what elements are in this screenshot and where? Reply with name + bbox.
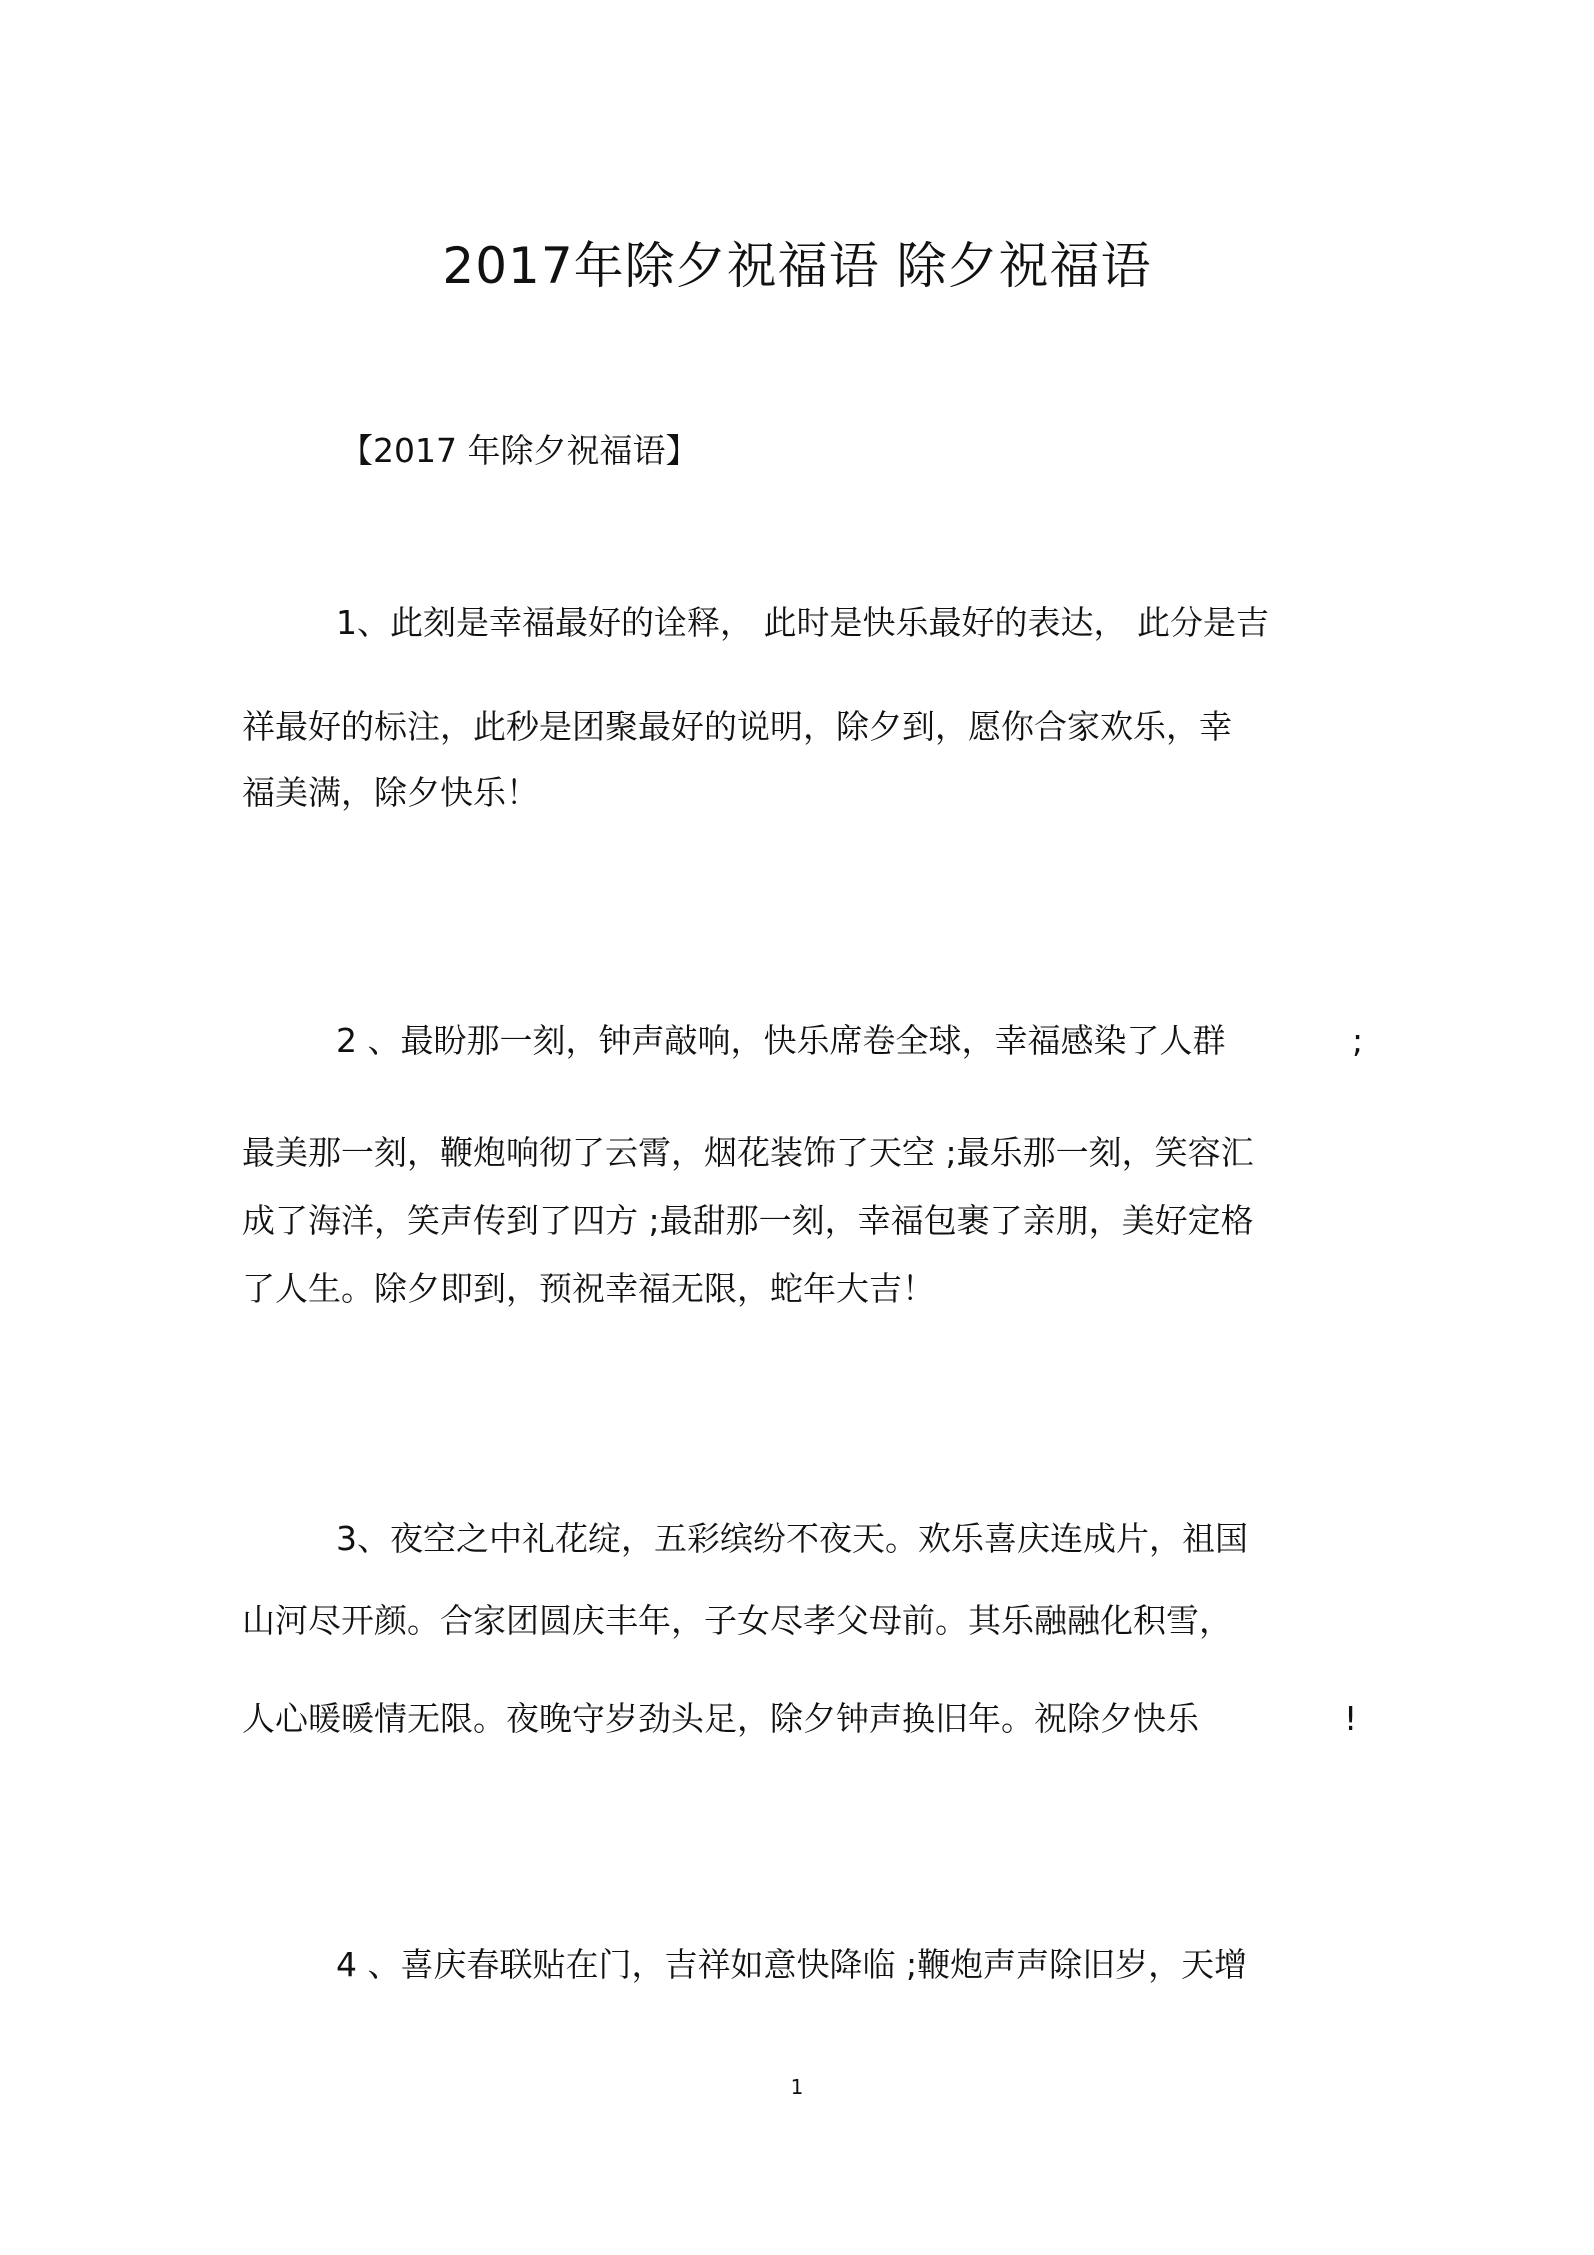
paragraph-2-line-3: 成了海洋，笑声传到了四方 ;最甜那一刻，幸福包裹了亲朋，美好定格 [242, 1201, 1254, 1240]
paragraph-4-line-1: 4 、喜庆春联贴在门，吉祥如意快降临 ;鞭炮声声除旧岁，天增 [336, 1945, 1248, 1984]
paragraph-3-line-2: 山河尽开颜。合家团圆庆丰年，子女尽孝父母前。其乐融融化积雪， [242, 1601, 1232, 1640]
section-heading: 【2017 年除夕祝福语】 [340, 431, 699, 470]
paragraph-2-line-1: 2 、最盼那一刻，钟声敲响，快乐席卷全球，幸福感染了人群 [336, 1021, 1226, 1060]
page-number: 1 [790, 2075, 804, 2099]
paragraph-3-line-3: 人心暖暖情无限。夜晚守岁劲头足，除夕钟声换旧年。祝除夕快乐 [242, 1699, 1199, 1738]
paragraph-1-line-1: 1、此刻是幸福最好的诠释， 此时是快乐最好的表达， 此分是吉 [336, 603, 1269, 642]
document-title: 2017年除夕祝福语 除夕祝福语 [442, 237, 1152, 295]
paragraph-3-trailing-punctuation: ! [1344, 1699, 1358, 1738]
paragraph-3-line-1: 3、夜空之中礼花绽，五彩缤纷不夜天。欢乐喜庆连成片，祖国 [336, 1519, 1248, 1558]
paragraph-1-line-3: 福美满，除夕快乐！ [242, 773, 539, 812]
paragraph-2-line-4: 了人生。除夕即到，预祝幸福无限，蛇年大吉！ [242, 1269, 935, 1308]
paragraph-2-trailing-punctuation: ; [1352, 1021, 1364, 1060]
paragraph-1-line-2: 祥最好的标注，此秒是团聚最好的说明，除夕到，愿你合家欢乐，幸 [242, 707, 1232, 746]
paragraph-2-line-2: 最美那一刻，鞭炮响彻了云霄，烟花装饰了天空 ;最乐那一刻，笑容汇 [242, 1133, 1254, 1172]
